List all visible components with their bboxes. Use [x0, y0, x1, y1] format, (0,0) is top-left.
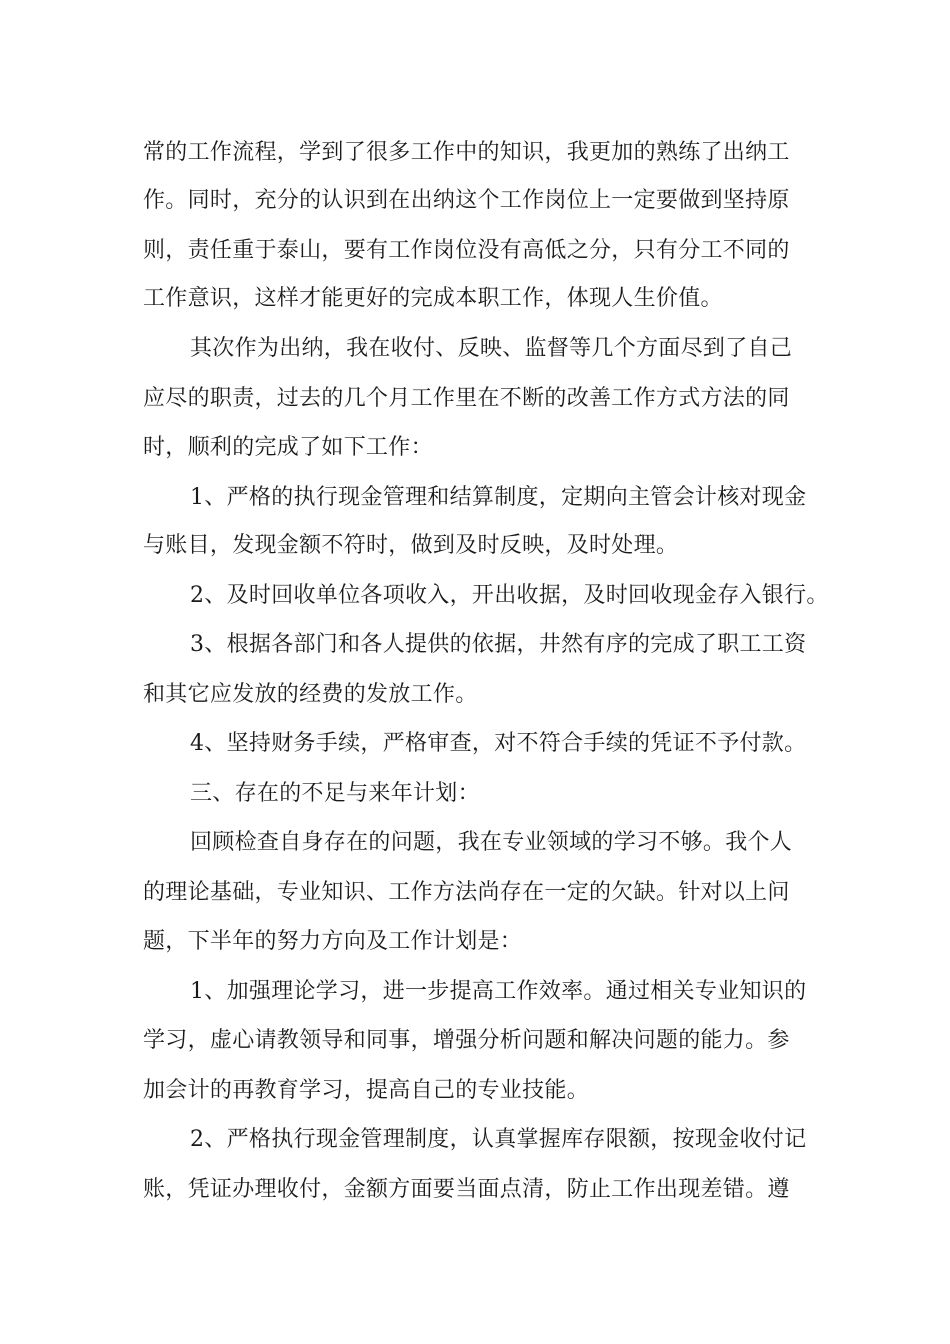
text-line: 和其它应发放的经费的发放工作。 — [143, 682, 478, 707]
text-line: 时，顺利的完成了如下工作： — [143, 435, 433, 460]
list-item-1-line: 1、严格的执行现金管理和结算制度，定期向主管会计核对现金 — [190, 485, 807, 510]
plan-item-2-line: 2、严格执行现金管理制度，认真掌握库存限额，按现金收付记 — [190, 1127, 807, 1152]
list-item-2-line: 2、及时回收单位各项收入，开出收据，及时回收现金存入银行。 — [190, 583, 829, 608]
list-item-3-line: 3、根据各部门和各人提供的依据，井然有序的完成了职工工资 — [190, 632, 807, 657]
text-line: 账，凭证办理收付，金额方面要当面点清，防止工作出现差错。遵 — [143, 1177, 790, 1202]
text-line: 与账目，发现金额不符时，做到及时反映，及时处理。 — [143, 533, 679, 558]
section-heading: 三、存在的不足与来年计划： — [190, 781, 480, 806]
text-line: 则，责任重于泰山，要有工作岗位没有高低之分，只有分工不同的 — [143, 238, 790, 263]
text-line: 工作意识，这样才能更好的完成本职工作，体现人生价值。 — [143, 286, 723, 311]
text-line: 题，下半年的努力方向及工作计划是： — [143, 929, 523, 954]
paragraph-first-line: 其次作为出纳，我在收付、反映、监督等几个方面尽到了自己 — [190, 336, 793, 361]
list-item-4-line: 4、坚持财务手续，严格审查，对不符合手续的凭证不予付款。 — [190, 731, 807, 756]
text-line: 加会计的再教育学习，提高自己的专业技能。 — [143, 1078, 590, 1103]
paragraph-first-line: 回顾检查自身存在的问题，我在专业领域的学习不够。我个人 — [190, 830, 793, 855]
plan-item-1-line: 1、加强理论学习，进一步提高工作效率。通过相关专业知识的 — [190, 979, 807, 1004]
text-line: 应尽的职责，过去的几个月工作里在不断的改善工作方式方法的同 — [143, 386, 790, 411]
text-line: 常的工作流程，学到了很多工作中的知识，我更加的熟练了出纳工 — [143, 140, 790, 165]
text-line: 学习，虚心请教领导和同事，增强分析问题和解决问题的能力。参 — [143, 1028, 790, 1053]
text-line: 作。同时，充分的认识到在出纳这个工作岗位上一定要做到坚持原 — [143, 188, 790, 213]
text-line: 的理论基础，专业知识、工作方法尚存在一定的欠缺。针对以上问 — [143, 880, 790, 905]
